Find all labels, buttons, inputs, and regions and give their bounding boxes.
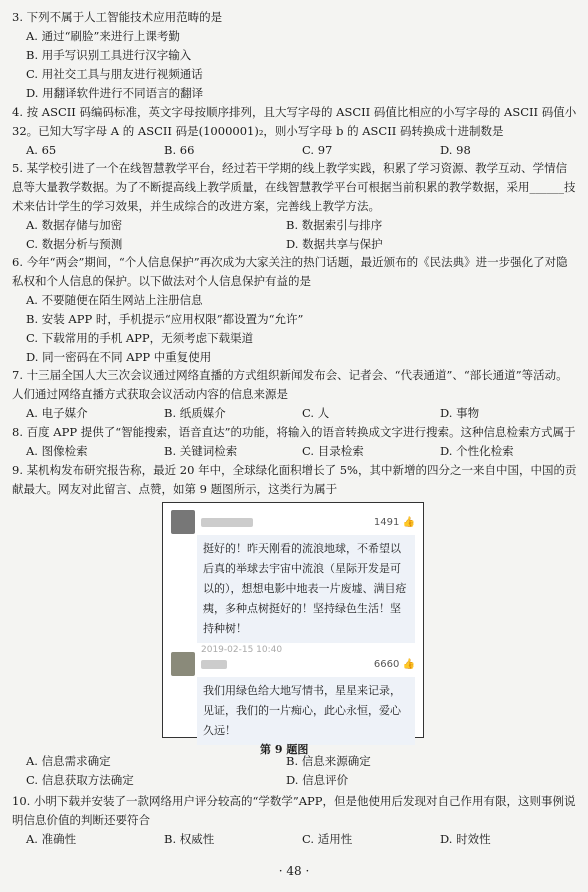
option-d: D. 时效性 xyxy=(440,832,491,846)
blurred-username xyxy=(201,518,253,527)
question-6 xyxy=(12,253,578,367)
option-c: C. 目录检索 xyxy=(302,444,364,458)
question-8 xyxy=(12,423,578,461)
options-row xyxy=(12,216,578,235)
options-row xyxy=(12,442,578,461)
question-text: 4. 按 ASCII 码编码标准，英文字母按顺序排列，且大写字母的 ASCII 码值比相应的小写字母的 ASCII 码值小 32。已知大写字母 A 的 ASCII 码是(1000001)₂，则小写字母 b 的 ASCII 码转换成十进制数是 xyxy=(12,105,577,138)
figure-caption: 第 9 题图 xyxy=(260,743,309,756)
avatar xyxy=(171,510,195,534)
comment-header xyxy=(171,509,415,535)
question-5 xyxy=(12,159,578,254)
options-row xyxy=(12,141,578,160)
option-a: A. 65 xyxy=(26,143,57,157)
option-a: A. 不要随便在陌生网站上注册信息 xyxy=(26,293,203,307)
question-text: 8. 百度 APP 提供了“智能搜索，语音直达”的功能，将输入的语音转换成文字进行搜索。这种信息检索方式属于 xyxy=(12,425,576,439)
option-c: C. 数据分析与预测 xyxy=(26,237,123,251)
like-count: 1491 👍 xyxy=(373,516,415,528)
option-b: B. 信息来源确定 xyxy=(286,754,371,768)
option-a: A. 信息需求确定 xyxy=(26,754,111,768)
comment-1 xyxy=(171,509,415,657)
question-7 xyxy=(12,366,578,423)
blurred-username xyxy=(201,660,227,669)
comment-date: 2019-02-15 10:40 xyxy=(201,645,283,655)
thumbs-up-icon: 👍 xyxy=(402,658,415,670)
like-count: 6660 👍 xyxy=(373,658,415,670)
question-text: 10. 小明下载并安装了一款网络用户评分较高的“学数学”APP，但是他使用后发现对自己作用有限，这则事例说明信息价值的判断还要符合 xyxy=(12,794,576,827)
option-c: C. 适用性 xyxy=(302,832,353,846)
comment-2 xyxy=(171,651,415,745)
option-b: B. 数据索引与排序 xyxy=(286,218,383,232)
option-b: B. 安装 APP 时，手机提示“应用权限”都设置为“允许” xyxy=(26,312,304,326)
option-a: A. 通过“刷脸”来进行上课考勤 xyxy=(26,29,180,43)
option-d: D. 同一密码在不同 APP 中重复使用 xyxy=(26,350,212,364)
option-d: D. 事物 xyxy=(440,406,480,420)
question-9 xyxy=(12,461,578,499)
option-a: A. 图像检索 xyxy=(26,444,88,458)
option-b: B. 关键词检索 xyxy=(164,444,238,458)
option-c: C. 信息获取方法确定 xyxy=(26,773,134,787)
question-text: 6. 今年“两会”期间，“个人信息保护”再次成为大家关注的热门话题，最近颁布的《民法典》进一步强化了对隐私权和个人信息的保护。以下做法对个人信息保护有益的是 xyxy=(12,255,568,288)
option-c: C. 用社交工具与朋友进行视频通话 xyxy=(26,67,203,81)
options-row xyxy=(12,752,578,771)
option-a: A. 准确性 xyxy=(26,832,77,846)
option-c: C. 97 xyxy=(302,143,333,157)
comment-header xyxy=(171,651,415,677)
option-d: D. 98 xyxy=(440,143,471,157)
comment-text: 挺好的！昨天刚看的流浪地球，不希望以后真的举球去宇宙中流浪（星际开发是可以的），想想电影中地表一片废墟、满目疮痍，多种点树挺好的！坚持绿色生活！坚持种树！ xyxy=(197,535,415,643)
option-a: A. 电子媒介 xyxy=(26,406,88,420)
question-text: 7. 十三届全国人大三次会议通过网络直播的方式组织新闻发布会、记者会、“代表通道”、“部长通道”等活动。人们通过网络直播方式获取会议活动内容的信息来源是 xyxy=(12,368,568,401)
question-10 xyxy=(12,792,578,849)
question-text: 9. 某机构发布研究报告称，最近 20 年中，全球绿化面积增长了 5%，其中新增的四分之一来自中国，中国的贡献最大。网友对此留言、点赞，如第 9 题图所示，这类行为属于 xyxy=(12,463,577,496)
option-d: D. 用翻译软件进行不同语言的翻译 xyxy=(26,86,204,100)
question-9-figure xyxy=(162,502,424,738)
option-d: D. 个性化检索 xyxy=(440,444,514,458)
option-c: C. 下载常用的手机 APP，无须考虑下载渠道 xyxy=(26,331,254,345)
option-b: B. 用手写识别工具进行汉字输入 xyxy=(26,48,192,62)
thumbs-up-icon: 👍 xyxy=(402,516,415,528)
option-a: A. 数据存储与加密 xyxy=(26,218,123,232)
option-b: B. 权威性 xyxy=(164,832,215,846)
question-3 xyxy=(12,8,578,103)
option-b: B. 纸质媒介 xyxy=(164,406,226,420)
question-4 xyxy=(12,103,578,160)
question-9-options xyxy=(12,752,578,790)
options-row xyxy=(12,404,578,423)
option-d: D. 信息评价 xyxy=(286,773,349,787)
page-number: · 48 · xyxy=(278,864,310,878)
options-row xyxy=(12,235,578,254)
option-d: D. 数据共享与保护 xyxy=(286,237,383,251)
options-row xyxy=(12,771,578,790)
option-b: B. 66 xyxy=(164,143,195,157)
option-c: C. 人 xyxy=(302,406,330,420)
comment-text: 我们用绿色给大地写情书，星星来记录，见证，我们的一片痴心，此心永恒，爱心久远！ xyxy=(197,677,415,745)
avatar xyxy=(171,652,195,676)
question-text: 3. 下列不属于人工智能技术应用范畴的是 xyxy=(12,10,223,24)
options-row xyxy=(12,830,578,849)
question-text: 5. 某学校引进了一个在线智慧教学平台，经过若干学期的线上教学实践，积累了学习资源、教学互动、学情信息等大量教学数据。为了不断提高线上教学质量，在线智慧教学平台可根据当前积累的教学数据，采用______技术来估计学生的学习效果，并生成综合的改进方案，完善线上教学方法。 xyxy=(12,161,576,213)
